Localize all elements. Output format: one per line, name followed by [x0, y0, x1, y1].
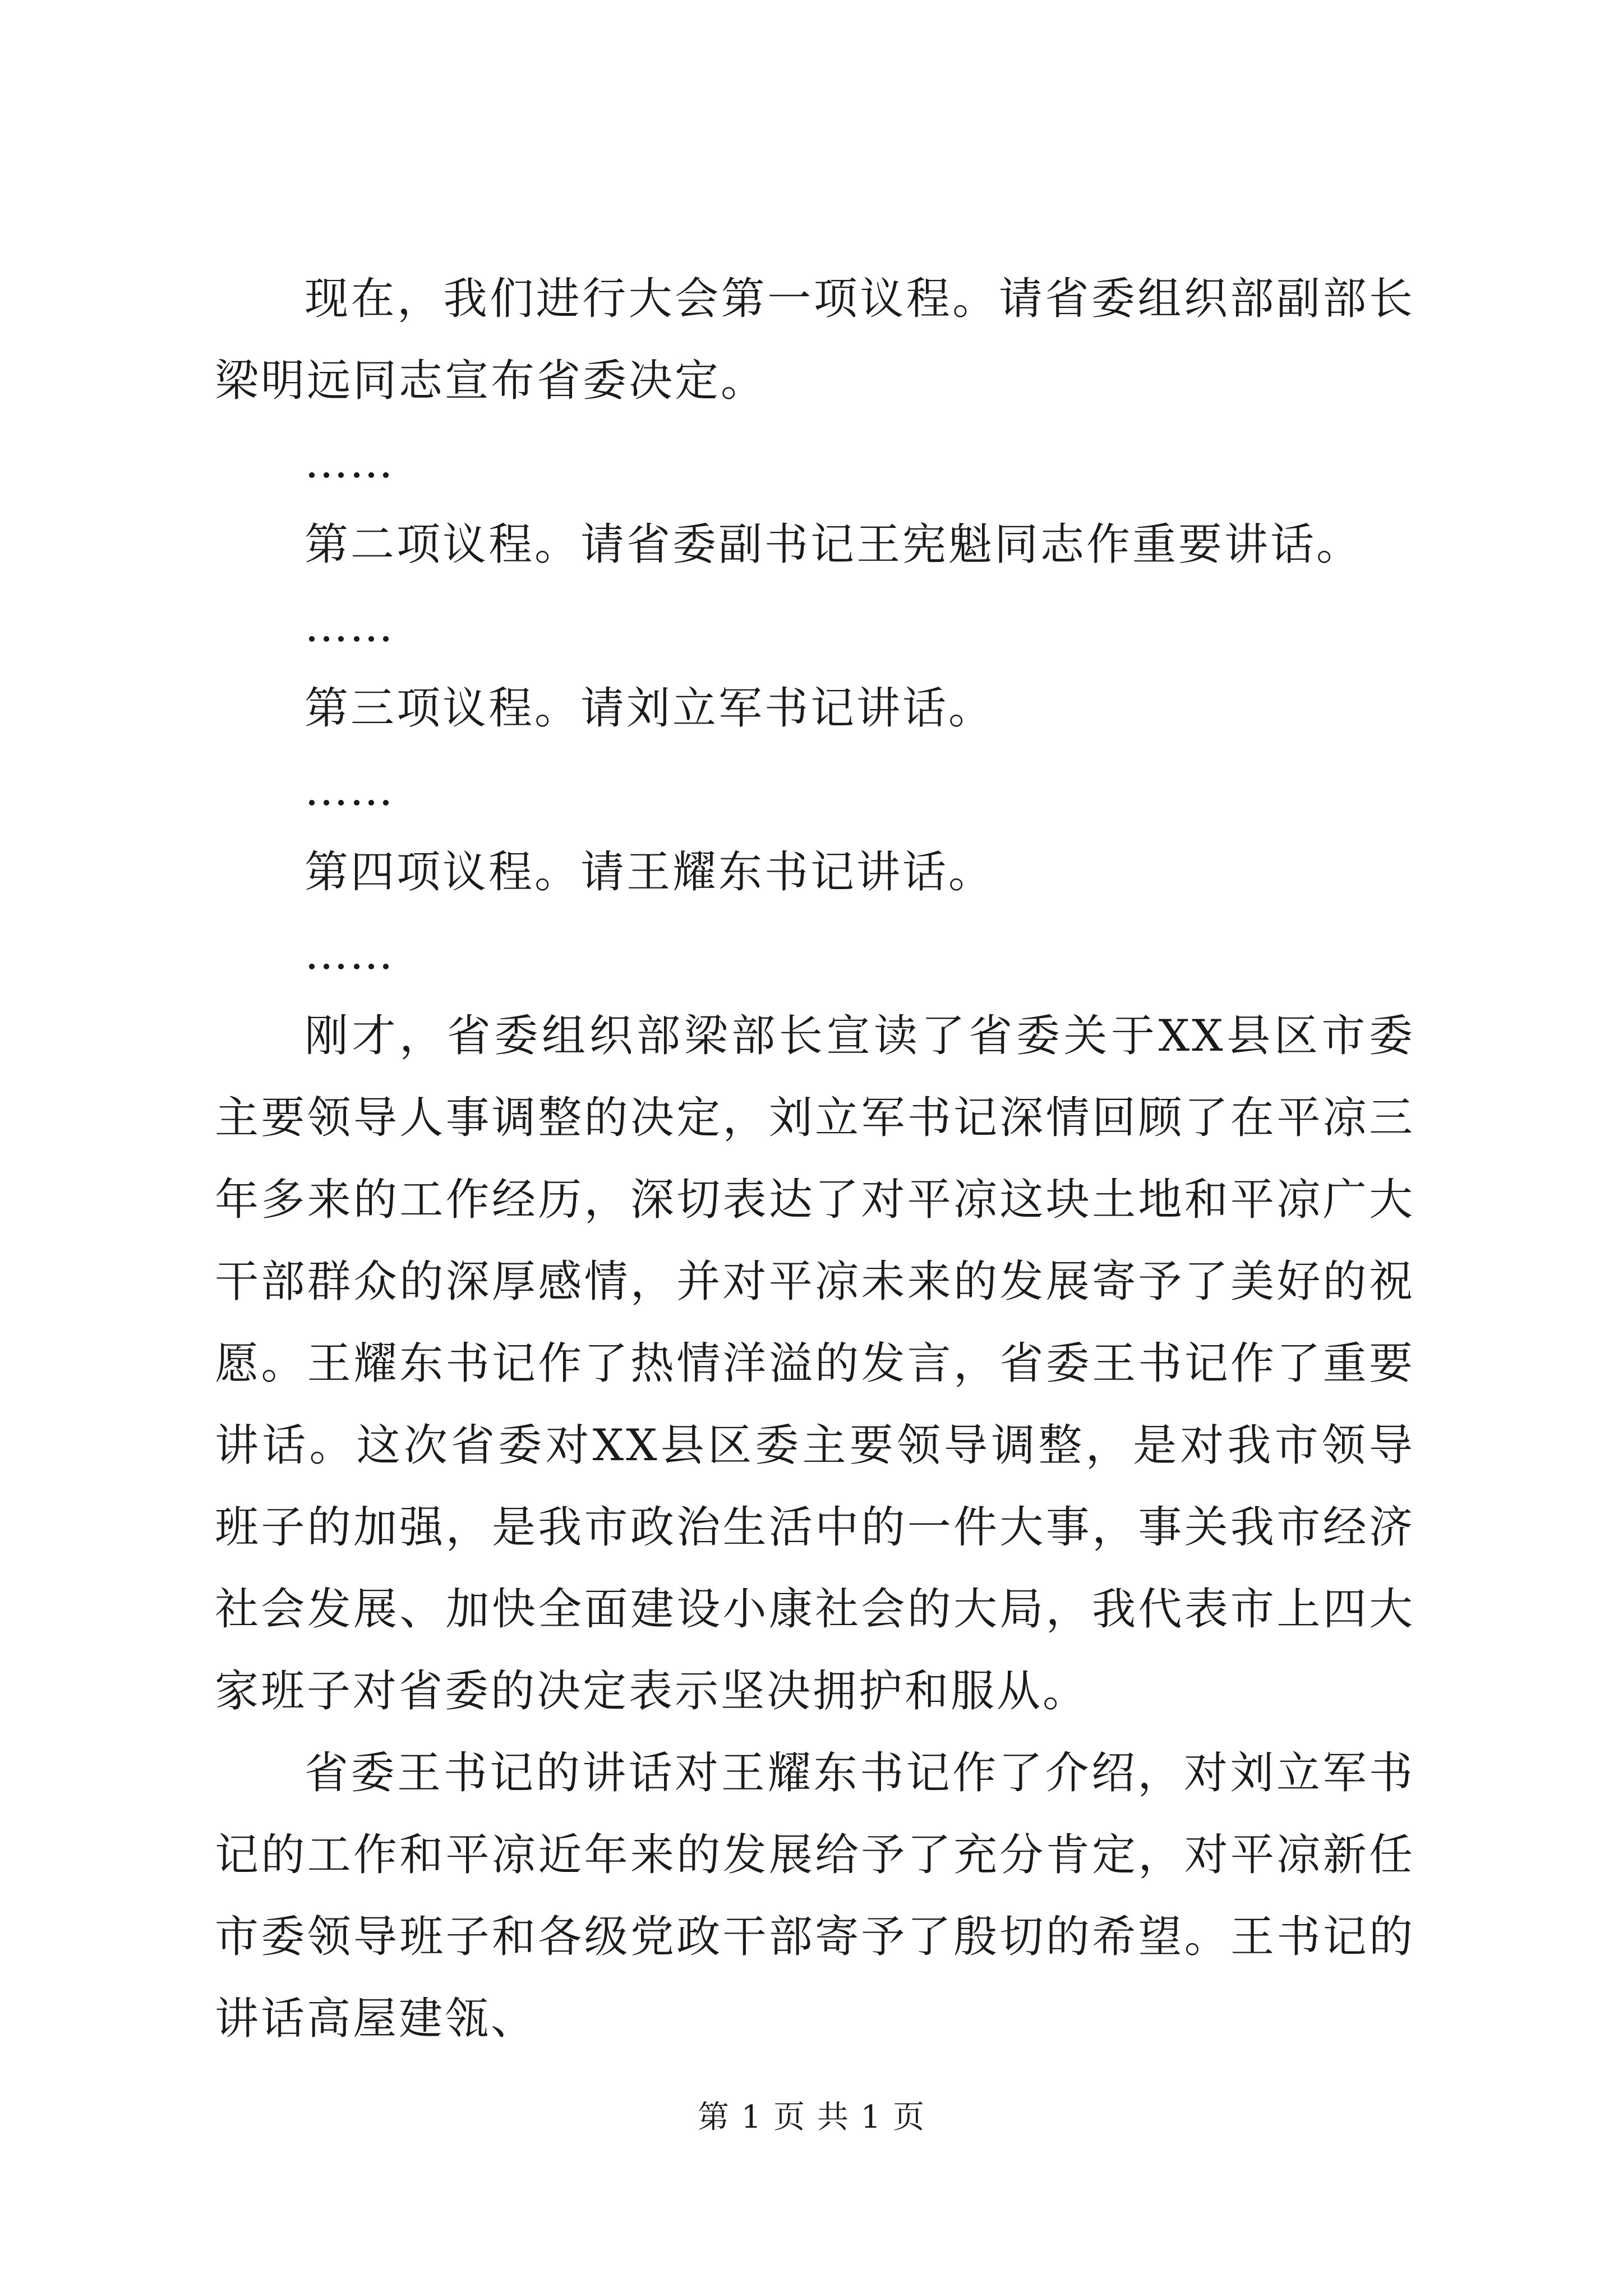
paragraph-agenda-2: 第二项议程。请省委副书记王宪魁同志作重要讲话。 [305, 519, 1363, 570]
paragraph-summary: 刚才，省委组织部梁部长宣读了省委关于XX县区市委主要领导人事调整的决定，刘立军书记深情回顾了在平凉三年多来的工作经历，深切表达了对平凉这块土地和平凉广大干部群众的深厚感情，并对平凉未来的发展寄予了美好的祝愿。王耀东书记作了热情洋溢的发言，省委王书记作了重要讲话。这次省委对XX县区委主要领导调整，是对我市领导班子的加强，是我市政治生活中的一件大事，事关我市经济社会发展、加快全面建设小康社会的大局，我代表市上四大家班子对省委的决定表示坚决拥护和服从。 [215, 1011, 1415, 1717]
paragraph-agenda-3: 第三项议程。请刘立军书记讲话。 [305, 683, 995, 734]
ellipsis-4: …… [305, 929, 394, 979]
document-body [215, 258, 1415, 2060]
paragraph-agenda-4: 第四项议程。请王耀东书记讲话。 [305, 847, 995, 898]
page-footer: 第 1 页 共 1 页 [697, 2099, 926, 2136]
ellipsis-3: …… [305, 765, 394, 816]
ellipsis-2: …… [305, 601, 394, 652]
paragraph-speech-remarks: 省委王书记的讲话对王耀东书记作了介绍，对刘立军书记的工作和平凉近年来的发展给予了充分肯定，对平凉新任市委领导班子和各级党政干部寄予了殷切的希望。王书记的讲话高屋建瓴、 [215, 1748, 1415, 2044]
paragraph-agenda-1: 现在，我们进行大会第一项议程。请省委组织部副部长梁明远同志宣布省委决定。 [215, 274, 1415, 406]
ellipsis-1: …… [305, 438, 394, 488]
